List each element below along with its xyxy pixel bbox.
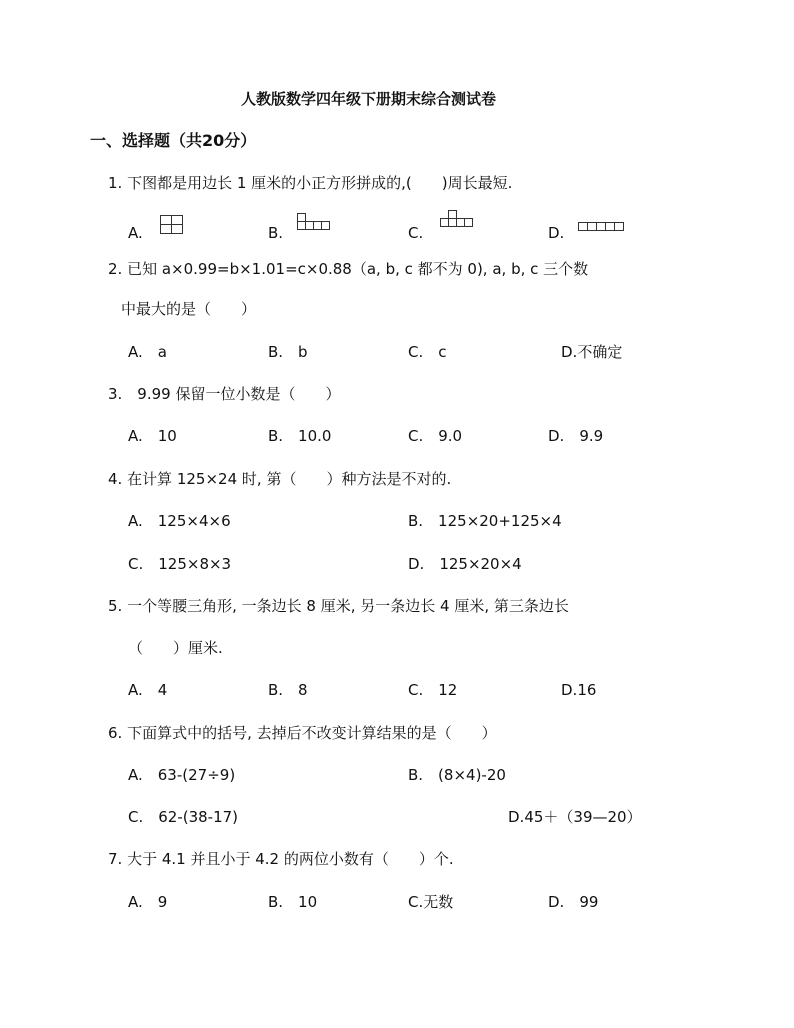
- q2-option-b: B. b: [268, 343, 308, 361]
- question-3-text: 3. 9.99 保留一位小数是（ ）: [108, 385, 341, 403]
- q5-option-b: B. 8: [268, 681, 308, 699]
- question-2-text-cont: 中最大的是（ ）: [121, 300, 257, 318]
- question-2-text: 2. 已知 a×0.99=b×1.01=c×0.88（a, b, c 都不为 0), a, b, c 三个数: [108, 260, 589, 278]
- q5-option-d: D.16: [561, 681, 597, 699]
- question-7-text: 7. 大于 4.1 并且小于 4.2 的两位小数有（ ）个.: [108, 850, 454, 868]
- figure-c-t-shape: [440, 210, 476, 232]
- section-heading: 一、选择题（共20分）: [90, 131, 257, 150]
- question-5-text-cont: （ ）厘米.: [128, 639, 223, 657]
- q4-option-b: B. 125×20+125×4: [408, 512, 562, 530]
- q7-option-b: B. 10: [268, 893, 318, 911]
- q6-option-c: C. 62-(38-17): [128, 808, 239, 826]
- q3-option-c: C. 9.0: [408, 427, 463, 445]
- q3-option-a: A. 10: [128, 427, 177, 445]
- figure-d-straight-row: [578, 222, 626, 233]
- question-1-text: 1. 下图都是用边长 1 厘米的小正方形拼成的,( )周长最短.: [108, 174, 513, 192]
- figure-a-square-grid: [160, 215, 184, 235]
- question-4-text: 4. 在计算 125×24 时, 第（ ）种方法是不对的.: [108, 470, 452, 488]
- q4-option-a: A. 125×4×6: [128, 512, 231, 530]
- q3-option-d: D. 9.9: [548, 427, 604, 445]
- q6-option-d: D.45＋（39—20）: [508, 808, 642, 826]
- q6-option-a: A. 63-(27÷9): [128, 766, 236, 784]
- q5-option-a: A. 4: [128, 681, 168, 699]
- q1-option-a: A.: [128, 224, 143, 242]
- q6-option-b: B. (8×4)-20: [408, 766, 506, 784]
- q1-option-d: D.: [548, 224, 565, 242]
- q7-option-a: A. 9: [128, 893, 168, 911]
- q2-option-c: C. c: [408, 343, 447, 361]
- q1-option-c: C.: [408, 224, 424, 242]
- q2-option-a: A. a: [128, 343, 167, 361]
- q5-option-c: C. 12: [408, 681, 458, 699]
- q3-option-b: B. 10.0: [268, 427, 332, 445]
- q2-option-d: D.不确定: [561, 343, 623, 361]
- figure-b-l-shape: [297, 213, 333, 233]
- question-5-text: 5. 一个等腰三角形, 一条边长 8 厘米, 另一条边长 4 厘米, 第三条边长: [108, 597, 569, 615]
- q7-option-c: C.无数: [408, 893, 454, 911]
- question-6-text: 6. 下面算式中的括号, 去掉后不改变计算结果的是（ ）: [108, 724, 497, 742]
- q4-option-d: D. 125×20×4: [408, 555, 522, 573]
- q4-option-c: C. 125×8×3: [128, 555, 232, 573]
- q7-option-d: D. 99: [548, 893, 599, 911]
- page-title: 人教版数学四年级下册期末综合测试卷: [241, 90, 497, 108]
- q1-option-b: B.: [268, 224, 284, 242]
